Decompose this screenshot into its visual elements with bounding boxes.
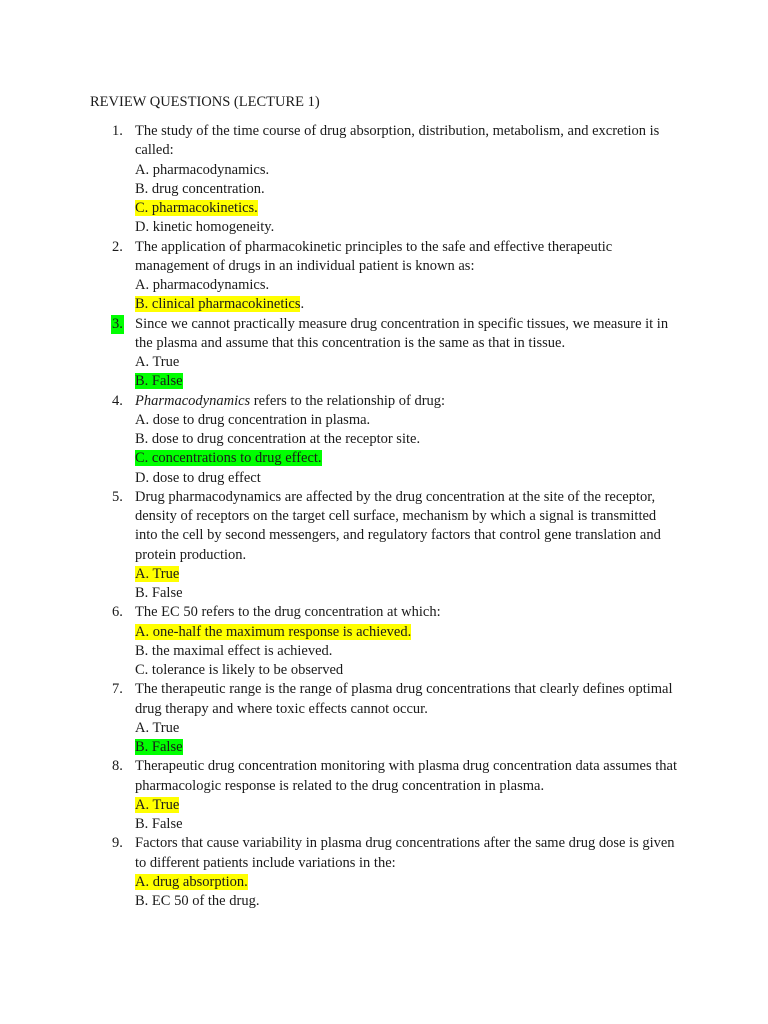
answer-option-text: A. pharmacodynamics. — [135, 277, 270, 293]
question-text — [135, 122, 680, 161]
answer-option — [135, 372, 680, 391]
answer-option — [135, 199, 680, 218]
question-text-content: refers to the relationship of drug: — [250, 392, 446, 409]
answer-option-text: B. EC 50 of the drug. — [135, 893, 260, 909]
answer-option — [135, 218, 680, 237]
question-body — [135, 757, 680, 834]
question-body — [135, 603, 680, 680]
answer-option — [135, 353, 680, 372]
answer-option — [135, 161, 680, 180]
answer-option-text: D. kinetic homogeneity. — [135, 219, 275, 236]
question-number: 3. — [111, 315, 124, 334]
question-body — [135, 488, 680, 604]
question-body — [135, 315, 680, 392]
question-text-content: The application of pharmacokinetic principles to the safe and effective therapeutic management of drugs in an individual patient is known as: — [135, 238, 613, 274]
answer-option-text: B. the maximal effect is achieved. — [135, 642, 333, 659]
question-body — [135, 680, 680, 757]
answer-option-highlighted: A. one-half the maximum response is achieved. — [135, 623, 412, 640]
answer-option — [135, 719, 680, 738]
answer-option-text: B. dose to drug concentration at the receptor site. — [135, 431, 421, 447]
question-number: 4. — [112, 392, 123, 409]
answer-option — [135, 276, 680, 295]
question-number: 8. — [112, 758, 123, 775]
question-item — [0, 603, 680, 680]
answer-option — [135, 430, 680, 449]
question-number: 2. — [112, 238, 123, 255]
question-text-content: Therapeutic drug concentration monitoring with plasma drug concentration data assumes that pharmacologic response is related to the drug concentration in plasma. — [135, 758, 677, 794]
question-item — [0, 122, 680, 238]
question-text — [135, 238, 680, 277]
answer-option — [135, 642, 680, 661]
page-title: REVIEW QUESTIONS (LECTURE 1) — [90, 94, 320, 110]
answer-option-highlighted: B. False — [135, 739, 183, 755]
answer-option — [135, 892, 680, 911]
question-text-content: The study of the time course of drug absorption, distribution, metabolism, and excretion is called: — [135, 123, 660, 159]
question-text — [135, 488, 680, 565]
question-term: Pharmacodynamics — [135, 392, 251, 409]
answer-option — [135, 180, 680, 199]
question-text — [135, 315, 680, 354]
answer-option-highlighted: A. drug absorption. — [135, 873, 248, 890]
question-body — [135, 392, 680, 488]
question-item — [0, 488, 680, 604]
answer-option — [135, 469, 680, 488]
question-text-content: The EC 50 refers to the drug concentration at which: — [135, 604, 441, 621]
question-text — [135, 757, 680, 796]
question-item — [0, 315, 680, 392]
answer-option-text: B. False — [135, 816, 183, 832]
question-item — [0, 680, 680, 757]
question-list — [0, 122, 680, 911]
answer-option — [135, 449, 680, 468]
question-text — [135, 392, 680, 411]
question-text-content: The therapeutic range is the range of plasma drug concentrations that clearly defines optimal drug therapy and where toxic effects cannot occur. — [135, 681, 673, 717]
answer-option-text: A. pharmacodynamics. — [135, 161, 270, 178]
question-number: 9. — [112, 835, 123, 852]
question-number: 1. — [112, 123, 123, 139]
answer-option — [135, 295, 680, 314]
answer-option-text: A. True — [135, 354, 180, 370]
question-number: 6. — [112, 604, 123, 621]
answer-option-text: A. True — [135, 719, 180, 736]
answer-option-highlighted: B. False — [135, 373, 183, 390]
question-text-content: Factors that cause variability in plasma drug concentrations after the same drug dose is given to different patients include variations in the: — [135, 835, 675, 871]
answer-option-text: B. drug concentration. — [135, 180, 265, 197]
answer-option — [135, 796, 680, 815]
answer-option-text: C. tolerance is likely to be observed — [135, 662, 344, 678]
question-number: 5. — [112, 488, 123, 505]
answer-option-highlighted: B. clinical pharmacokinetics — [135, 296, 301, 313]
answer-option-highlighted: C. pharmacokinetics. — [135, 200, 258, 216]
question-body — [135, 834, 680, 911]
answer-option-text: D. dose to drug effect — [135, 469, 261, 486]
answer-option — [135, 661, 680, 680]
answer-option-suffix: . — [300, 296, 305, 313]
answer-option-highlighted: A. True — [135, 565, 180, 582]
answer-option-highlighted: A. True — [135, 796, 180, 813]
question-item — [0, 757, 680, 834]
question-item — [0, 238, 680, 315]
answer-option — [135, 873, 680, 892]
question-item — [0, 834, 680, 911]
question-text — [135, 834, 680, 873]
answer-option-highlighted: C. concentrations to drug effect. — [135, 450, 322, 467]
answer-option-text: B. False — [135, 585, 183, 601]
answer-option — [135, 815, 680, 834]
question-text — [135, 603, 680, 622]
question-text-content: Since we cannot practically measure drug concentration in specific tissues, we measure it in the plasma and assume that this concentration is the same as that in tissue. — [135, 315, 669, 351]
answer-option — [135, 738, 680, 757]
question-text — [135, 680, 680, 719]
question-body — [135, 238, 680, 315]
answer-option — [135, 623, 680, 642]
question-number: 7. — [112, 681, 123, 698]
question-item — [0, 392, 680, 488]
answer-option — [135, 584, 680, 603]
question-body — [135, 122, 680, 238]
answer-option — [135, 411, 680, 430]
question-text-content: Drug pharmacodynamics are affected by the drug concentration at the site of the receptor, density of receptors on the target cell surface, mechanism by which a signal is transmitted into the cell by second messengers, and regulatory factors that control gene translation and protein production. — [135, 488, 661, 563]
answer-option-text: A. dose to drug concentration in plasma. — [135, 411, 371, 428]
answer-option — [135, 565, 680, 584]
